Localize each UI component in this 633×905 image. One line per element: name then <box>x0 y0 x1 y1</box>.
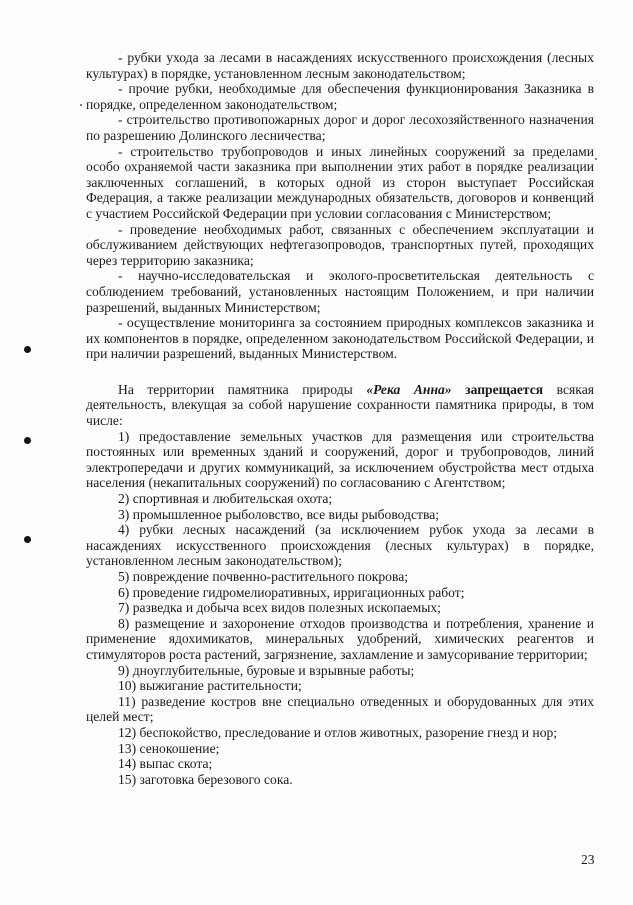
document-body <box>86 50 594 787</box>
scan-speck <box>80 104 82 106</box>
permitted-item: - рубки ухода за лесами в насаждениях искусственного происхождения (лесных культурах) в порядке, установленном лесным законодательством; <box>86 50 594 81</box>
prohibited-item: 5) повреждение почвенно-растительного покрова; <box>118 569 409 584</box>
prohibited-word: запрещается <box>465 381 544 397</box>
prohibited-item: 15) заготовка березового сока. <box>118 771 293 787</box>
hole-punch-mark <box>24 536 31 543</box>
permitted-item: - строительство противопожарных дорог и дорог лесохозяйственного назначения по разрешению Долинского лесничества; <box>86 112 594 143</box>
prohibition-intro <box>86 382 594 429</box>
hole-punch-mark <box>24 346 31 353</box>
prohibited-item: 1) предоставление земельных участков для размещения или строительства постоянных или временных зданий и сооружений, дорог и трубопроводов, линий электропередачи и других коммуникаций, за исключением обустройства мест отдыха населения (некапитальных сооружений) по согласованию с Агентством; <box>86 428 594 491</box>
prohibited-item: 8) размещение и захоронение отходов производства и потребления, хранение и применение ядохимикатов, минеральных удобрений, химических реагентов и стимуляторов роста растений, загрязнение, захламление и замусоривание территории; <box>86 615 594 662</box>
prohibited-item: 4) рубки лесных насаждений (за исключением рубок ухода за лесами в насаждениях искусственного происхождения (лесных культурах) в порядке, установленном лесным законодательством); <box>86 522 594 569</box>
prohibited-item: 9) дноуглубительные, буровые и взрывные работы; <box>118 662 415 678</box>
permitted-item: - проведение необходимых работ, связанных с обеспечением эксплуатации и обслуживанием действующих нефтегазопроводов, транспортных путей, проходящих через территорию заказника; <box>86 221 594 268</box>
prohibited-item: 10) выжигание растительности; <box>118 678 302 694</box>
page-number: 23 <box>581 852 595 867</box>
permitted-item: - осуществление мониторинга за состоянием природных комплексов заказника и их компонентов в порядке, определенном законодательством Российской Федерации, и при наличии разрешений, выданных Министерством. <box>86 315 594 362</box>
permitted-item: - прочие рубки, необходимые для обеспечения функционирования Заказника в порядке, определенном законодательством; <box>86 81 594 112</box>
intro-space <box>452 382 466 397</box>
prohibited-item: 2) спортивная и любительская охота; <box>118 491 333 507</box>
scan-speck <box>595 158 597 160</box>
intro-text: На территории памятника природы <box>118 381 367 397</box>
hole-punch-mark <box>24 437 31 444</box>
prohibited-item: 12) беспокойство, преследование и отлов животных, разорение гнезд и нор; <box>118 724 558 740</box>
prohibited-item: 3) промышленное рыболовство, все виды рыбоводства; <box>118 506 439 522</box>
prohibited-item: 6) проведение гидромелиоративных, ирригационных работ; <box>118 584 465 600</box>
prohibited-item: 13) сенокошение; <box>118 740 220 756</box>
permitted-item: - научно-исследовательская и эколого-просветительская деятельность с соблюдением требований, установленных настоящим Положением, и при наличии разрешений, выданных Министерством; <box>86 268 594 315</box>
prohibited-item: 7) разведка и добыча всех видов полезных ископаемых; <box>118 600 441 616</box>
prohibited-item: 11) разведение костров вне специально отведенных и оборудованных для этих целей мест; <box>86 693 594 725</box>
permitted-item: - строительство трубопроводов и иных линейных сооружений за пределами особо охраняемой части заказника при выполнении этих работ в порядке реализации заключенных соглашений, в которых одной из сторон выступает Российская Федерация, а также реализации международных обязательств, договоров и конвенций с участием Российской Федерации при условии согласования с Министерством; <box>86 143 594 221</box>
monument-name: «Река Анна» <box>366 381 452 397</box>
prohibited-item: 14) выпас скота; <box>118 756 213 772</box>
intro-text-end: всякая деятельность, влекущая за собой нарушение сохранности памятника природы, в том числе: <box>86 381 594 429</box>
